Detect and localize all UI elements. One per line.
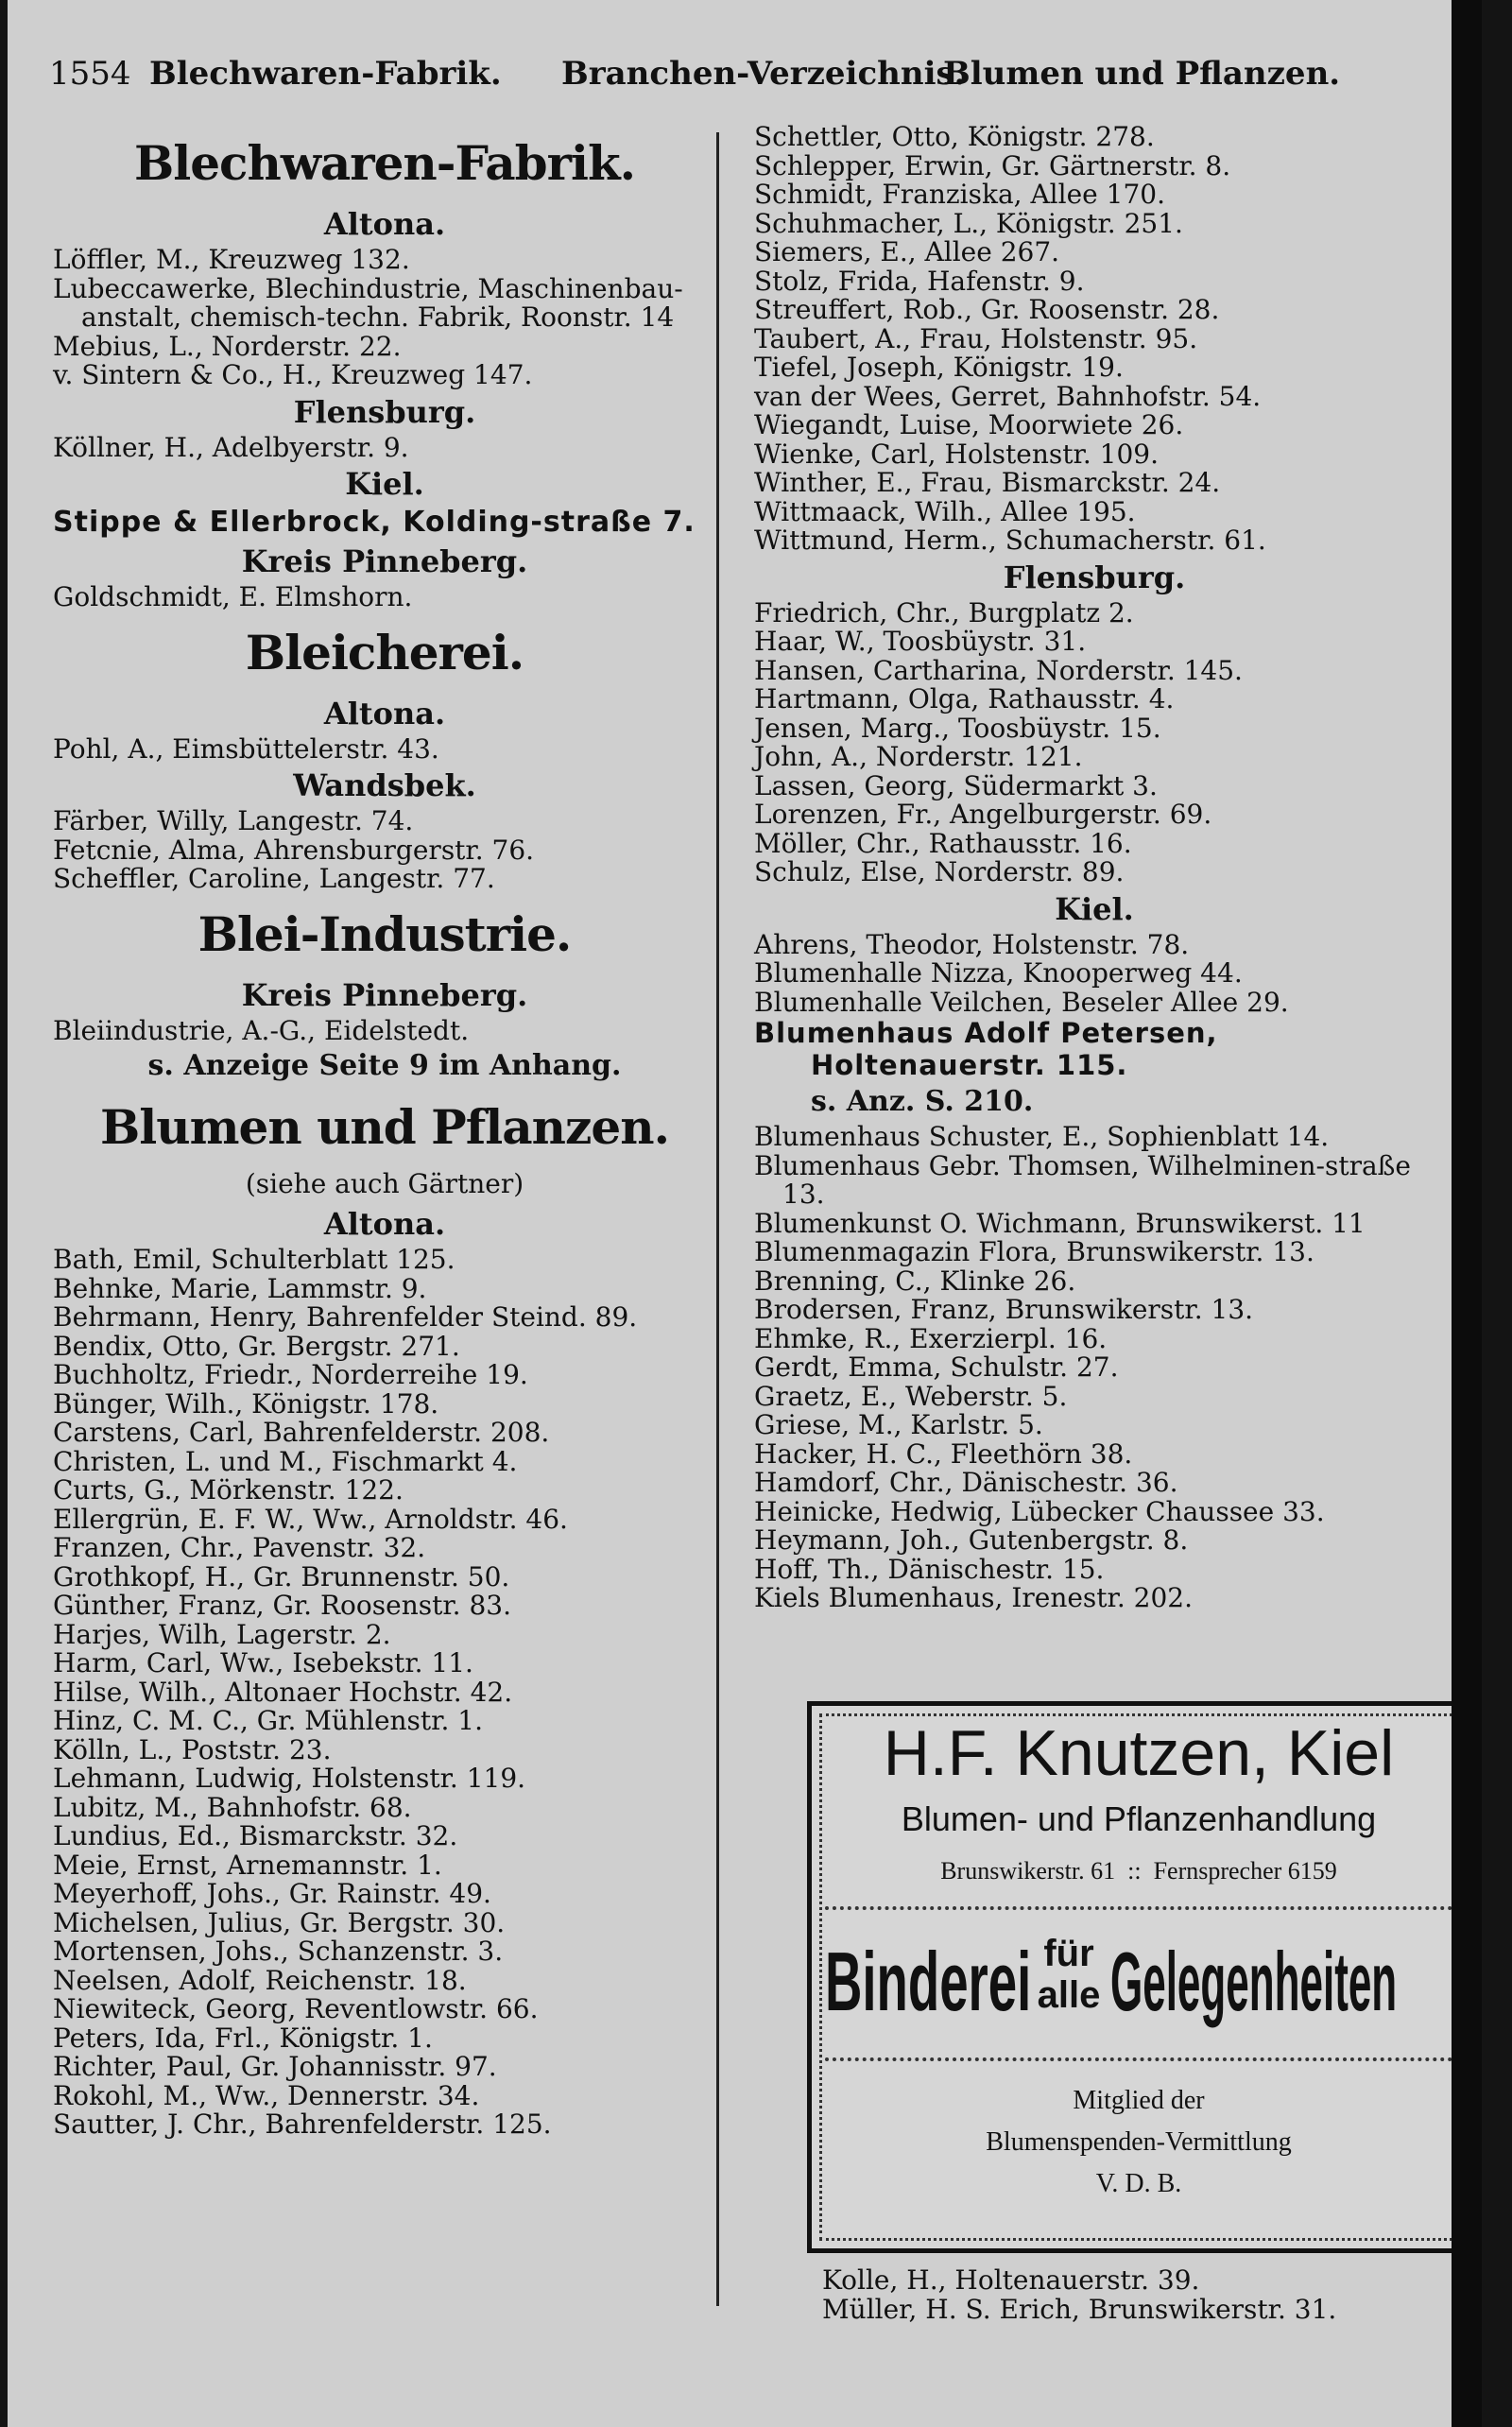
ad-address: Brunswikerstr. 61 <box>940 1857 1116 1885</box>
list-item: Schulz, Else, Norderstr. 89. <box>754 856 1125 887</box>
list-item: Haar, W., Toosbüystr. 31. <box>754 626 1087 657</box>
list-item: Heymann, Joh., Gutenbergstr. 8. <box>754 1524 1189 1556</box>
list-item: Christen, L. und M., Fischmarkt 4. <box>53 1445 518 1477</box>
list-item: Günther, Franz, Gr. Roosenstr. 83. <box>53 1590 511 1621</box>
ad-separator: :: <box>1127 1857 1142 1885</box>
list-item: Wienke, Carl, Holstenstr. 109. <box>754 438 1159 470</box>
ad-slogan-alle: alle <box>1037 1974 1101 2016</box>
list-item: Müller, H. S. Erich, Brunswikerstr. 31. <box>822 2293 1337 2325</box>
list-item: Ahrens, Theodor, Holstenstr. 78. <box>754 928 1190 960</box>
section-title-blechwaren: Blechwaren-Fabrik. <box>133 135 636 191</box>
list-item: Hansen, Cartharina, Norderstr. 145. <box>754 654 1243 686</box>
list-item: Hilse, Wilh., Altonaer Hochstr. 42. <box>53 1676 513 1708</box>
list-item: Curts, G., Mörkenstr. 122. <box>53 1474 404 1506</box>
city-heading: Kiel. <box>1055 890 1134 927</box>
list-item: Rokohl, M., Ww., Dennerstr. 34. <box>53 2079 480 2111</box>
list-item: Fetcnie, Alma, Ahrensburgerstr. 76. <box>53 834 535 866</box>
section-title-blei: Blei-Industrie. <box>198 905 572 962</box>
list-item: Lubitz, M., Bahnhofstr. 68. <box>53 1791 412 1823</box>
list-item: Streuffert, Rob., Gr. Roosenstr. 28. <box>754 294 1220 325</box>
city-heading: Flensburg. <box>293 393 476 430</box>
list-item: Blumenhalle Veilchen, Beseler Allee 29. <box>754 986 1289 1018</box>
list-item: Hamdorf, Chr., Dänischestr. 36. <box>754 1467 1178 1498</box>
ad-member-line2: Blumenspenden-Vermittlung <box>986 2127 1292 2157</box>
city-heading: Wandsbek. <box>293 767 476 803</box>
list-item: Franzen, Chr., Pavenstr. 32. <box>53 1532 426 1563</box>
altona-flower-list-continued <box>754 123 1435 556</box>
list-item-featured <box>754 1017 1435 1081</box>
city-heading: Altona. <box>323 206 446 242</box>
left-column <box>53 123 716 2140</box>
running-head-center: Branchen-Verzeichnis. <box>561 55 966 93</box>
book-spine-shadow <box>1452 0 1482 2427</box>
list-item: Lorenzen, Fr., Angelburgerstr. 69. <box>754 799 1212 830</box>
list-item: Blumenhalle Nizza, Knooperweg 44. <box>754 957 1243 989</box>
list-item-featured: Stippe & Ellerbrock, Kolding-straße 7. <box>53 506 696 539</box>
list-item: Heinicke, Hedwig, Lübecker Chaussee 33. <box>754 1495 1325 1527</box>
list-item: Hartmann, Olga, Rathausstr. 4. <box>754 683 1175 714</box>
list-item: Stolz, Frida, Hafenstr. 9. <box>754 265 1085 297</box>
ad-contact-line <box>812 1857 1466 1885</box>
list-item: Tiefel, Joseph, Königstr. 19. <box>754 352 1124 383</box>
list-item: Färber, Willy, Langestr. 74. <box>53 805 414 836</box>
column-divider <box>716 132 719 2306</box>
directory-page <box>8 0 1482 2427</box>
list-item: Hoff, Th., Dänischestr. 15. <box>754 1553 1105 1585</box>
list-item: Jensen, Marg., Toosbüystr. 15. <box>754 712 1161 744</box>
featured-name: Blumenhaus Adolf Petersen, <box>754 1017 1218 1049</box>
city-heading: Altona. <box>323 695 446 732</box>
list-item: Neelsen, Adolf, Reichenstr. 18. <box>53 1964 467 1996</box>
list-item: Wittmund, Herm., Schumacherstr. 61. <box>754 525 1266 556</box>
ad-member-line3: V. D. B. <box>1095 2169 1182 2198</box>
list-item: Buchholtz, Friedr., Norderreihe 19. <box>53 1359 528 1390</box>
list-item: Graetz, E., Weberstr. 5. <box>754 1380 1068 1412</box>
list-item: Gerdt, Emma, Schulstr. 27. <box>754 1351 1119 1383</box>
right-column <box>754 123 1435 1613</box>
list-item: Peters, Ida, Frl., Königstr. 1. <box>53 2022 433 2054</box>
list-item: Grothkopf, H., Gr. Brunnenstr. 50. <box>53 1560 510 1592</box>
section-title-blumen: Blumen und Pflanzen. <box>100 1099 669 1155</box>
list-item: Wittmaack, Wilh., Allee 195. <box>754 495 1136 527</box>
list-item: Bath, Emil, Schulterblatt 125. <box>53 1244 455 1275</box>
city-heading: Altona. <box>323 1206 446 1242</box>
list-item: Möller, Chr., Rathausstr. 16. <box>754 827 1132 859</box>
list-item: Griese, M., Karlstr. 5. <box>754 1409 1043 1440</box>
list-item: Blumenkunst O. Wichmann, Brunswikerst. 11 <box>754 1207 1366 1239</box>
ad-slogan-binderei: Binderei <box>825 1935 1032 2028</box>
altona-flower-list <box>53 1246 716 2140</box>
list-item: Lassen, Georg, Südermarkt 3. <box>754 769 1158 801</box>
list-item: Bünger, Wilh., Königstr. 178. <box>53 1387 439 1420</box>
list-item: Lehmann, Ludwig, Holstenstr. 119. <box>53 1763 526 1794</box>
ad-slogan-mid <box>1031 1933 1107 2016</box>
list-item: Hacker, H. C., Fleethörn 38. <box>754 1437 1133 1470</box>
list-item: Blumenmagazin Flora, Brunswikerstr. 13. <box>754 1236 1314 1267</box>
list-item: Wiegandt, Luise, Moorwiete 26. <box>754 409 1184 440</box>
city-heading: Kreis Pinneberg. <box>241 976 528 1013</box>
list-item: Meyerhoff, Johs., Gr. Rainstr. 49. <box>53 1878 491 1909</box>
ad-phone: Fernsprecher 6159 <box>1153 1857 1337 1885</box>
list-item: Bendix, Otto, Gr. Bergstr. 271. <box>53 1330 460 1362</box>
list-item: Löffler, M., Kreuzweg 132. <box>53 244 410 275</box>
list-item: Richter, Paul, Gr. Johannisstr. 97. <box>53 2051 497 2082</box>
list-item: Carstens, Carl, Bahrenfelderstr. 208. <box>53 1417 550 1448</box>
list-item: Harjes, Wilh, Lagerstr. 2. <box>53 1618 391 1650</box>
ad-slogan-fuer: für <box>1043 1933 1094 1974</box>
list-item: Behnke, Marie, Lammstr. 9. <box>53 1272 427 1304</box>
list-item: Niewiteck, Georg, Reventlowstr. 66. <box>53 1993 539 2024</box>
ad-rule-bottom <box>825 2057 1452 2061</box>
list-item: Ellergrün, E. F. W., Ww., Arnoldstr. 46. <box>53 1503 568 1535</box>
list-item: Kolle, H., Holtenauerstr. 39. <box>822 2264 1200 2296</box>
list-item: Kölln, L., Poststr. 23. <box>53 1733 332 1765</box>
list-item: Michelsen, Julius, Gr. Bergstr. 30. <box>53 1906 506 1938</box>
list-item: Meie, Ernst, Arnemannstr. 1. <box>53 1849 442 1881</box>
ad-company-name: H.F. Knutzen, Kiel <box>883 1717 1395 1789</box>
list-item: Goldschmidt, E. Elmshorn. <box>53 581 413 612</box>
list-item: Pohl, A., Eimsbüttelerstr. 43. <box>53 732 439 765</box>
list-item: Siemers, E., Allee 267. <box>754 236 1060 267</box>
ad-business-type: Blumen- und Pflanzenhandlung <box>901 1799 1377 1838</box>
list-item: Schlepper, Erwin, Gr. Gärtnerstr. 8. <box>754 149 1231 181</box>
running-head-left: Blechwaren-Fabrik. <box>149 55 502 93</box>
ad-rule-top <box>825 1906 1452 1910</box>
list-item: Lubeccawerke, Blechindustrie, Maschinenbau-anstalt, chemisch-techn. Fabrik, Roonstr. 14 <box>53 272 683 333</box>
list-item: Mebius, L., Norderstr. 22. <box>53 330 402 362</box>
list-item: Lundius, Ed., Bismarckstr. 32. <box>53 1820 458 1851</box>
list-item: Winther, E., Frau, Bismarckstr. 24. <box>754 467 1221 498</box>
list-item: Schmidt, Franziska, Allee 170. <box>754 179 1165 210</box>
list-item: John, A., Norderstr. 121. <box>754 741 1083 772</box>
right-column-after-ad <box>822 2266 1336 2324</box>
city-heading: Kreis Pinneberg. <box>241 543 528 579</box>
ad-member-line1: Mitglied der <box>1073 2086 1205 2115</box>
section-title-bleicherei: Bleicherei. <box>245 624 524 680</box>
ad-slogan-gelegenheiten: Gelegenheiten <box>1110 1935 1398 2028</box>
see-also-note: (siehe auch Gärtner) <box>245 1168 524 1199</box>
ad-reference: s. Anz. S. 210. <box>811 1085 1034 1118</box>
list-item: Köllner, H., Adelbyerstr. 9. <box>53 431 409 463</box>
list-item: Sautter, J. Chr., Bahrenfelderstr. 125. <box>53 2109 552 2140</box>
list-item: Blumenhaus Schuster, E., Sophienblatt 14. <box>754 1121 1330 1152</box>
list-item: Mortensen, Johs., Schanzenstr. 3. <box>53 1936 504 1967</box>
city-heading: Kiel. <box>345 466 424 502</box>
list-item: Hinz, C. M. C., Gr. Mühlenstr. 1. <box>53 1705 483 1736</box>
list-item: Ehmke, R., Exerzierpl. 16. <box>754 1322 1108 1354</box>
list-item: Schettler, Otto, Königstr. 278. <box>754 121 1155 152</box>
list-item: Harm, Carl, Ww., Isebekstr. 11. <box>53 1647 473 1678</box>
ad-slogan <box>812 1925 1466 2048</box>
featured-address: Holtenauerstr. 115. <box>811 1049 1128 1081</box>
list-item: Friedrich, Chr., Burgplatz 2. <box>754 596 1134 628</box>
list-item: van der Wees, Gerret, Bahnhofstr. 54. <box>754 380 1262 412</box>
list-item: Taubert, A., Frau, Holstenstr. 95. <box>754 322 1198 354</box>
list-item: Brodersen, Franz, Brunswikerstr. 13. <box>754 1294 1254 1325</box>
list-item: Scheffler, Caroline, Langestr. 77. <box>53 863 495 894</box>
list-item: Blumenhaus Gebr. Thomsen, Wilhelminen-straße 13. <box>754 1149 1411 1210</box>
list-item: Kiels Blumenhaus, Irenestr. 202. <box>754 1582 1194 1613</box>
list-item: Brenning, C., Klinke 26. <box>754 1265 1076 1297</box>
knutzen-advertisement <box>807 1701 1470 2253</box>
list-item: v. Sintern & Co., H., Kreuzweg 147. <box>53 359 533 390</box>
list-item: Bleiindustrie, A.-G., Eidelstedt. <box>53 1014 470 1046</box>
running-head-right: Blumen und Pflanzen. <box>943 55 1341 93</box>
page-number: 1554 <box>49 55 131 93</box>
ad-reference: s. Anzeige Seite 9 im Anhang. <box>147 1049 622 1082</box>
list-item: Behrmann, Henry, Bahrenfelder Steind. 89. <box>53 1301 638 1333</box>
city-heading: Flensburg. <box>1003 559 1186 595</box>
list-item: Schuhmacher, L., Königstr. 251. <box>754 207 1183 239</box>
